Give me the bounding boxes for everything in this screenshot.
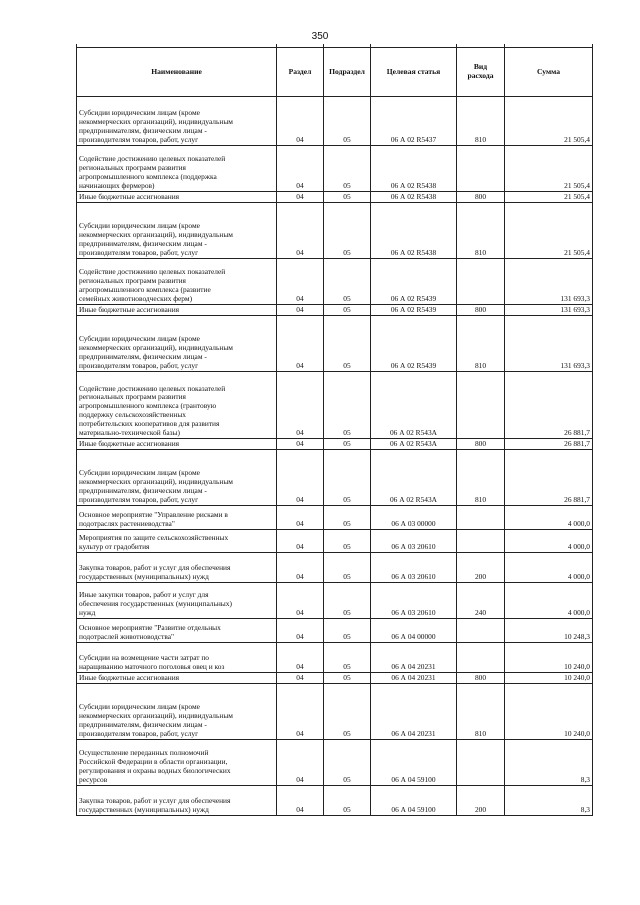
row-celevaya-cell: 06 А 03 20610 — [371, 530, 457, 553]
row-name-cell: Иные бюджетные ассигнования — [77, 673, 277, 684]
row-celevaya-cell: 06 А 02 R5439 — [371, 305, 457, 316]
row-name-cell: Основное мероприятие "Управление рисками в подотраслях растениеводства" — [77, 506, 277, 530]
row-name-cell: Закупка товаров, работ и услуг для обеспечения государственных (муниципальных) нужд — [77, 786, 277, 816]
table-header — [77, 44, 593, 97]
row-sum-cell: 21 505,4 — [505, 192, 593, 203]
row-sum-cell: 131 693,3 — [505, 316, 593, 372]
table-row — [77, 506, 593, 530]
table-row — [77, 583, 593, 619]
row-name-cell: Содействие достижению целевых показателей региональных программ развития агропромышленного комплекса (развитие семейных животноводческих ферм) — [77, 259, 277, 305]
row-name-cell: Мероприятия по защите сельскохозяйственных культур от градобития — [77, 530, 277, 553]
row-razdel-cell: 04 — [277, 450, 324, 506]
row-razdel-cell: 04 — [277, 259, 324, 305]
row-razdel-cell: 04 — [277, 619, 324, 643]
row-vid-cell — [457, 619, 505, 643]
row-vid-cell — [457, 506, 505, 530]
table-row — [77, 619, 593, 643]
row-podrazdel-cell: 05 — [324, 305, 371, 316]
table-row — [77, 643, 593, 673]
row-name-cell: Субсидии юридическим лицам (кроме некоммерческих организаций), индивидуальным предпринимателям, физическим лицам - производителям товаров, работ, услуг — [77, 97, 277, 146]
row-celevaya-cell: 06 А 02 R5439 — [371, 259, 457, 305]
row-celevaya-cell: 06 А 04 20231 — [371, 643, 457, 673]
row-sum-cell: 4 000,0 — [505, 583, 593, 619]
row-podrazdel-cell: 05 — [324, 146, 371, 192]
row-vid-cell: 200 — [457, 553, 505, 583]
row-podrazdel-cell: 05 — [324, 192, 371, 203]
row-sum-cell: 26 881,7 — [505, 439, 593, 450]
row-name-cell: Субсидии юридическим лицам (кроме некоммерческих организаций), индивидуальным предпринимателям, физическим лицам - производителям товаров, работ, услуг — [77, 450, 277, 506]
row-razdel-cell: 04 — [277, 684, 324, 740]
row-name-cell: Иные бюджетные ассигнования — [77, 192, 277, 203]
page-number: 350 — [311, 31, 329, 42]
row-name-cell: Иные закупки товаров, работ и услуг для обеспечения государственных (муниципальных) нужд — [77, 583, 277, 619]
row-razdel-cell: 04 — [277, 305, 324, 316]
row-name-cell: Закупка товаров, работ и услуг для обеспечения государственных (муниципальных) нужд — [77, 553, 277, 583]
row-name-cell: Субсидии юридическим лицам (кроме некоммерческих организаций), индивидуальным предпринимателям, физическим лицам - производителям товаров, работ, услуг — [77, 684, 277, 740]
table-row — [77, 305, 593, 316]
table-row — [77, 439, 593, 450]
row-podrazdel-cell: 05 — [324, 619, 371, 643]
row-podrazdel-cell: 05 — [324, 372, 371, 439]
table-row — [77, 684, 593, 740]
row-sum-cell: 26 881,7 — [505, 450, 593, 506]
table-row — [77, 530, 593, 553]
table-row — [77, 203, 593, 259]
row-vid-cell: 200 — [457, 786, 505, 816]
header-celevaya-statya: Целевая статья — [371, 48, 457, 97]
row-vid-cell — [457, 643, 505, 673]
row-podrazdel-cell: 05 — [324, 583, 371, 619]
row-podrazdel-cell: 05 — [324, 786, 371, 816]
row-name-cell: Субсидии юридическим лицам (кроме некоммерческих организаций), индивидуальным предпринимателям, физическим лицам - производителям товаров, работ, услуг — [77, 203, 277, 259]
row-podrazdel-cell: 05 — [324, 259, 371, 305]
row-celevaya-cell: 06 А 04 59100 — [371, 786, 457, 816]
row-sum-cell: 10 240,0 — [505, 684, 593, 740]
row-sum-cell: 8,3 — [505, 740, 593, 786]
row-celevaya-cell: 06 А 03 20610 — [371, 583, 457, 619]
row-celevaya-cell: 06 А 02 R543А — [371, 372, 457, 439]
row-vid-cell — [457, 259, 505, 305]
row-razdel-cell: 04 — [277, 97, 324, 146]
row-sum-cell: 4 000,0 — [505, 553, 593, 583]
row-sum-cell: 8,3 — [505, 786, 593, 816]
row-podrazdel-cell: 05 — [324, 553, 371, 583]
table-row — [77, 372, 593, 439]
row-vid-cell: 800 — [457, 439, 505, 450]
header-podrazdel: Подраздел — [324, 48, 371, 97]
row-podrazdel-cell: 05 — [324, 450, 371, 506]
row-vid-cell: 240 — [457, 583, 505, 619]
row-name-cell: Осуществление переданных полномочий Российской Федерации в области организации, регулирования и охраны водных биологических ресурсов — [77, 740, 277, 786]
table-row — [77, 259, 593, 305]
row-razdel-cell: 04 — [277, 203, 324, 259]
table-row — [77, 97, 593, 146]
header-summa: Сумма — [505, 48, 593, 97]
row-razdel-cell: 04 — [277, 316, 324, 372]
row-razdel-cell: 04 — [277, 786, 324, 816]
row-vid-cell — [457, 530, 505, 553]
header-vid-rashoda: Вид расхода — [457, 48, 505, 97]
budget-table — [76, 44, 593, 816]
table-row — [77, 553, 593, 583]
row-razdel-cell: 04 — [277, 439, 324, 450]
row-razdel-cell: 04 — [277, 673, 324, 684]
row-vid-cell: 800 — [457, 673, 505, 684]
row-celevaya-cell: 06 А 03 20610 — [371, 553, 457, 583]
row-vid-cell — [457, 146, 505, 192]
row-name-cell: Субсидии юридическим лицам (кроме некоммерческих организаций), индивидуальным предпринимателям, физическим лицам - производителям товаров, работ, услуг — [77, 316, 277, 372]
row-celevaya-cell: 06 А 02 R5438 — [371, 203, 457, 259]
table-row — [77, 740, 593, 786]
row-vid-cell — [457, 372, 505, 439]
row-razdel-cell: 04 — [277, 506, 324, 530]
row-razdel-cell: 04 — [277, 740, 324, 786]
table-row — [77, 786, 593, 816]
row-podrazdel-cell: 05 — [324, 439, 371, 450]
table-row — [77, 673, 593, 684]
row-name-cell: Иные бюджетные ассигнования — [77, 439, 277, 450]
row-podrazdel-cell: 05 — [324, 643, 371, 673]
row-celevaya-cell: 06 А 02 R5438 — [371, 192, 457, 203]
row-vid-cell: 800 — [457, 305, 505, 316]
row-celevaya-cell: 06 А 02 R543А — [371, 450, 457, 506]
row-celevaya-cell: 06 А 02 R5439 — [371, 316, 457, 372]
row-sum-cell: 131 693,3 — [505, 259, 593, 305]
table-body — [77, 97, 593, 816]
row-name-cell: Иные бюджетные ассигнования — [77, 305, 277, 316]
row-vid-cell: 810 — [457, 684, 505, 740]
row-celevaya-cell: 06 А 03 00000 — [371, 506, 457, 530]
row-sum-cell: 21 505,4 — [505, 97, 593, 146]
row-sum-cell: 21 505,4 — [505, 203, 593, 259]
row-podrazdel-cell: 05 — [324, 740, 371, 786]
row-vid-cell: 810 — [457, 316, 505, 372]
row-podrazdel-cell: 05 — [324, 673, 371, 684]
table-row — [77, 316, 593, 372]
row-celevaya-cell: 06 А 04 20231 — [371, 684, 457, 740]
row-sum-cell: 4 000,0 — [505, 530, 593, 553]
row-sum-cell: 26 881,7 — [505, 372, 593, 439]
row-celevaya-cell: 06 А 04 20231 — [371, 673, 457, 684]
row-celevaya-cell: 06 А 02 R5438 — [371, 146, 457, 192]
row-vid-cell: 810 — [457, 97, 505, 146]
row-podrazdel-cell: 05 — [324, 506, 371, 530]
row-sum-cell: 10 240,0 — [505, 643, 593, 673]
row-name-cell: Содействие достижению целевых показателей региональных программ развития агропромышленного комплекса (поддержка начинающих фермеров) — [77, 146, 277, 192]
row-razdel-cell: 04 — [277, 583, 324, 619]
row-celevaya-cell: 06 А 04 00000 — [371, 619, 457, 643]
row-podrazdel-cell: 05 — [324, 530, 371, 553]
header-name: Наименование — [77, 48, 277, 97]
table-row — [77, 146, 593, 192]
header-razdel: Раздел — [277, 48, 324, 97]
row-sum-cell: 4 000,0 — [505, 506, 593, 530]
row-podrazdel-cell: 05 — [324, 97, 371, 146]
row-razdel-cell: 04 — [277, 192, 324, 203]
row-vid-cell: 810 — [457, 203, 505, 259]
row-name-cell: Содействие достижению целевых показателей региональных программ развития агропромышленного комплекса (грантовую поддержку сельскохозяйственных потребительских кооперативов для развития материально-технической базы) — [77, 372, 277, 439]
row-sum-cell: 10 240,0 — [505, 673, 593, 684]
row-razdel-cell: 04 — [277, 643, 324, 673]
row-podrazdel-cell: 05 — [324, 203, 371, 259]
row-celevaya-cell: 06 А 04 59100 — [371, 740, 457, 786]
row-vid-cell: 810 — [457, 450, 505, 506]
row-razdel-cell: 04 — [277, 146, 324, 192]
row-podrazdel-cell: 05 — [324, 684, 371, 740]
row-celevaya-cell: 06 А 02 R5437 — [371, 97, 457, 146]
row-razdel-cell: 04 — [277, 372, 324, 439]
table-row — [77, 450, 593, 506]
row-vid-cell — [457, 740, 505, 786]
row-sum-cell: 10 248,3 — [505, 619, 593, 643]
row-razdel-cell: 04 — [277, 553, 324, 583]
row-name-cell: Субсидии на возмещение части затрат по наращиванию маточного поголовья овец и коз — [77, 643, 277, 673]
row-sum-cell: 21 505,4 — [505, 146, 593, 192]
row-sum-cell: 131 693,3 — [505, 305, 593, 316]
row-razdel-cell: 04 — [277, 530, 324, 553]
row-celevaya-cell: 06 А 02 R543А — [371, 439, 457, 450]
row-podrazdel-cell: 05 — [324, 316, 371, 372]
row-name-cell: Основное мероприятие "Развитие отдельных подотраслей животноводства" — [77, 619, 277, 643]
table-row — [77, 192, 593, 203]
row-vid-cell: 800 — [457, 192, 505, 203]
